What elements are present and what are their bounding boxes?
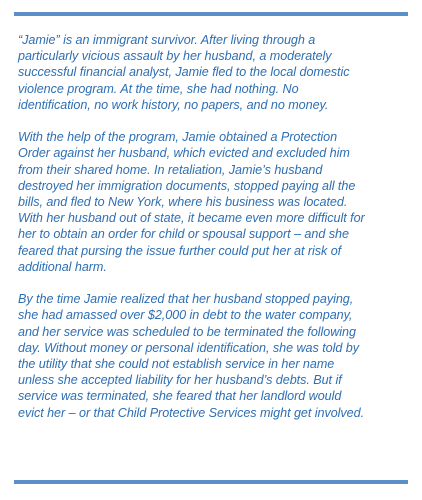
- text-line: With the help of the program, Jamie obtained a Protection: [18, 130, 338, 145]
- text-line: bills, and fled to New York, where his business was located.: [18, 195, 348, 210]
- text-line: additional harm.: [18, 259, 107, 274]
- text-line: destroyed her immigration documents, stopped paying all the: [18, 178, 356, 193]
- bottom-rule: [14, 480, 408, 484]
- story-callout: [14, 12, 408, 482]
- text-line: particularly vicious assault by her husband, a moderately: [18, 49, 332, 64]
- text-line: unless she accepted liability for her husband’s debts. But if: [18, 373, 342, 388]
- text-line: violence program. At the time, she had nothing. No: [18, 81, 299, 96]
- text-line: the utility that she could not establish service in her name: [18, 357, 335, 372]
- story-paragraph-1: [18, 32, 406, 113]
- text-line: service was terminated, she feared that her landlord would: [18, 389, 342, 404]
- text-line: Order against her husband, which evicted and excluded him: [18, 146, 350, 161]
- text-line: day. Without money or personal identification, she was told by: [18, 340, 359, 355]
- top-rule: [14, 12, 408, 16]
- story-paragraph-2: [18, 129, 406, 275]
- story-paragraph-3: [18, 291, 406, 421]
- text-line: evict her – or that Child Protective Services might get involved.: [18, 405, 365, 420]
- text-line: her to obtain an order for child or spousal support – and she: [18, 227, 349, 242]
- text-line: identification, no work history, no papers, and no money.: [18, 97, 329, 112]
- text-line: successful financial analyst, Jamie fled to the local domestic: [18, 65, 350, 80]
- text-line: she had amassed over $2,000 in debt to the water company,: [18, 308, 353, 323]
- text-line: “Jamie” is an immigrant survivor. After living through a: [18, 33, 316, 47]
- story-body: [18, 32, 406, 437]
- text-line: and her service was scheduled to be terminated the following: [18, 324, 356, 339]
- text-line: With her husband out of state, it became even more difficult for: [18, 211, 365, 226]
- text-line: feared that pursing the issue further could put her at risk of: [18, 243, 342, 258]
- text-line: from their shared home. In retaliation, Jamie’s husband: [18, 162, 323, 177]
- text-line: By the time Jamie realized that her husband stopped paying,: [18, 292, 354, 307]
